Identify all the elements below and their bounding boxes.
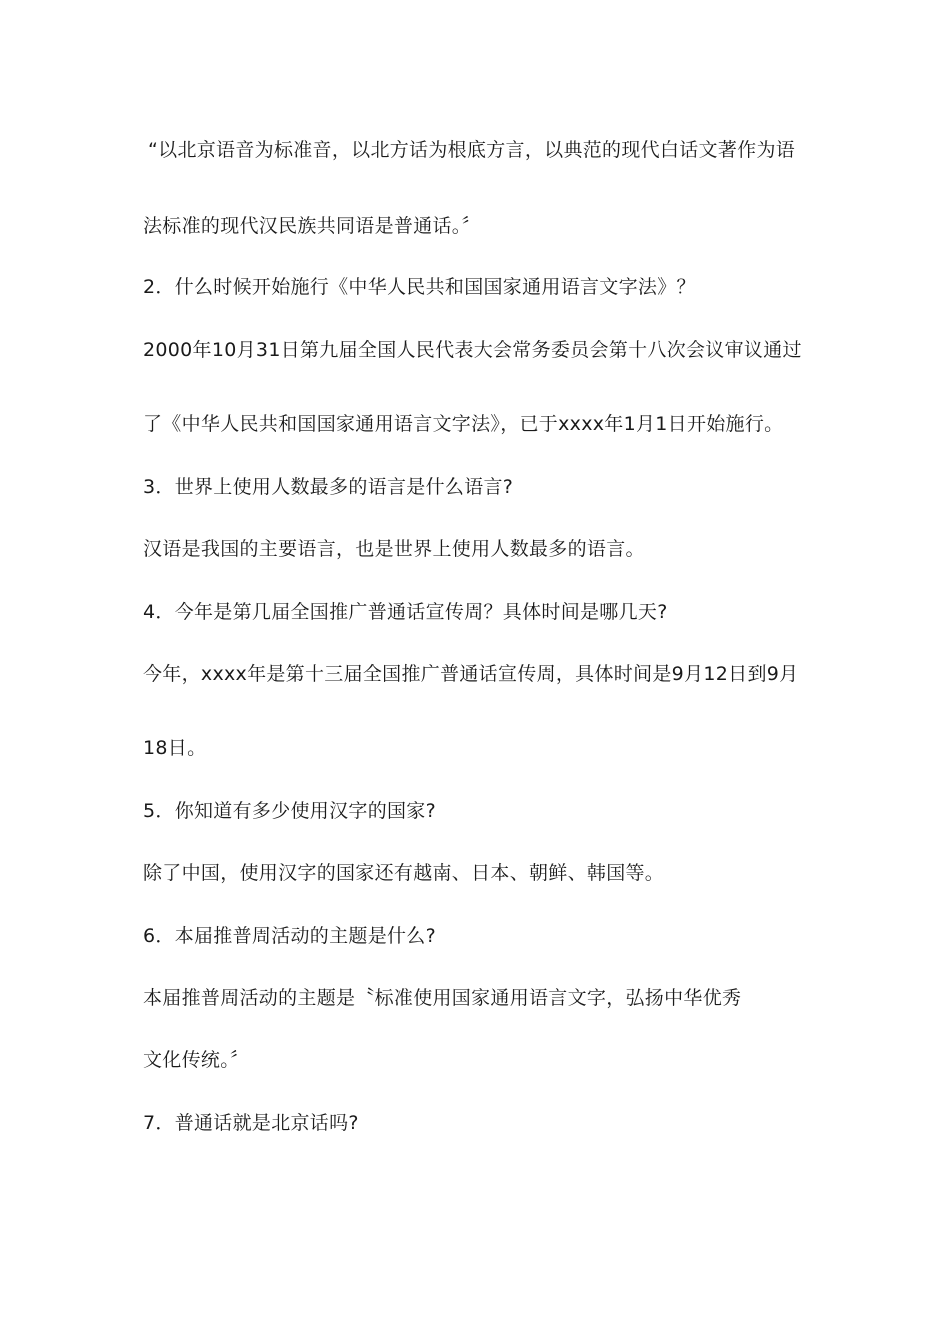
question-4: 4．今年是第几届全国推广普通话宣传周？具体时间是哪几天?: [143, 601, 668, 623]
answer-3: 汉语是我国的主要语言，也是世界上使用人数最多的语言。: [143, 538, 645, 560]
answer-5: 除了中国，使用汉字的国家还有越南、日本、朝鲜、韩国等。: [143, 862, 665, 884]
question-5: 5．你知道有多少使用汉字的国家?: [143, 800, 436, 822]
answer-4-line-2: 18日。: [143, 737, 207, 759]
answer-1-line-2: 法标准的现代汉民族共同语是普通话。〞: [143, 215, 481, 237]
question-7: 7．普通话就是北京话吗?: [143, 1112, 359, 1134]
answer-6-line-1: 本届推普周活动的主题是〝标准使用国家通用语言文字，弘扬中华优秀: [143, 987, 742, 1009]
answer-1-line-1: “以北京语音为标准音，以北方话为根底方言，以典范的现代白话文著作为语: [148, 139, 796, 161]
answer-4-line-1: 今年，xxxx年是第十三届全国推广普通话宣传周，具体时间是9月12日到9月: [143, 663, 799, 685]
question-2: 2．什么时候开始施行《中华人民共和国国家通用语言文字法》？: [143, 276, 696, 298]
answer-2-line-1: 2000年10月31日第九届全国人民代表大会常务委员会第十八次会议审议通过: [143, 339, 802, 361]
question-6: 6．本届推普周活动的主题是什么?: [143, 925, 436, 947]
answer-6-line-2: 文化传统。〞: [143, 1049, 250, 1071]
question-3: 3．世界上使用人数最多的语言是什么语言?: [143, 476, 514, 498]
answer-2-line-2: 了《中华人民共和国国家通用语言文字法》，已于xxxx年1月1日开始施行。: [143, 413, 784, 435]
